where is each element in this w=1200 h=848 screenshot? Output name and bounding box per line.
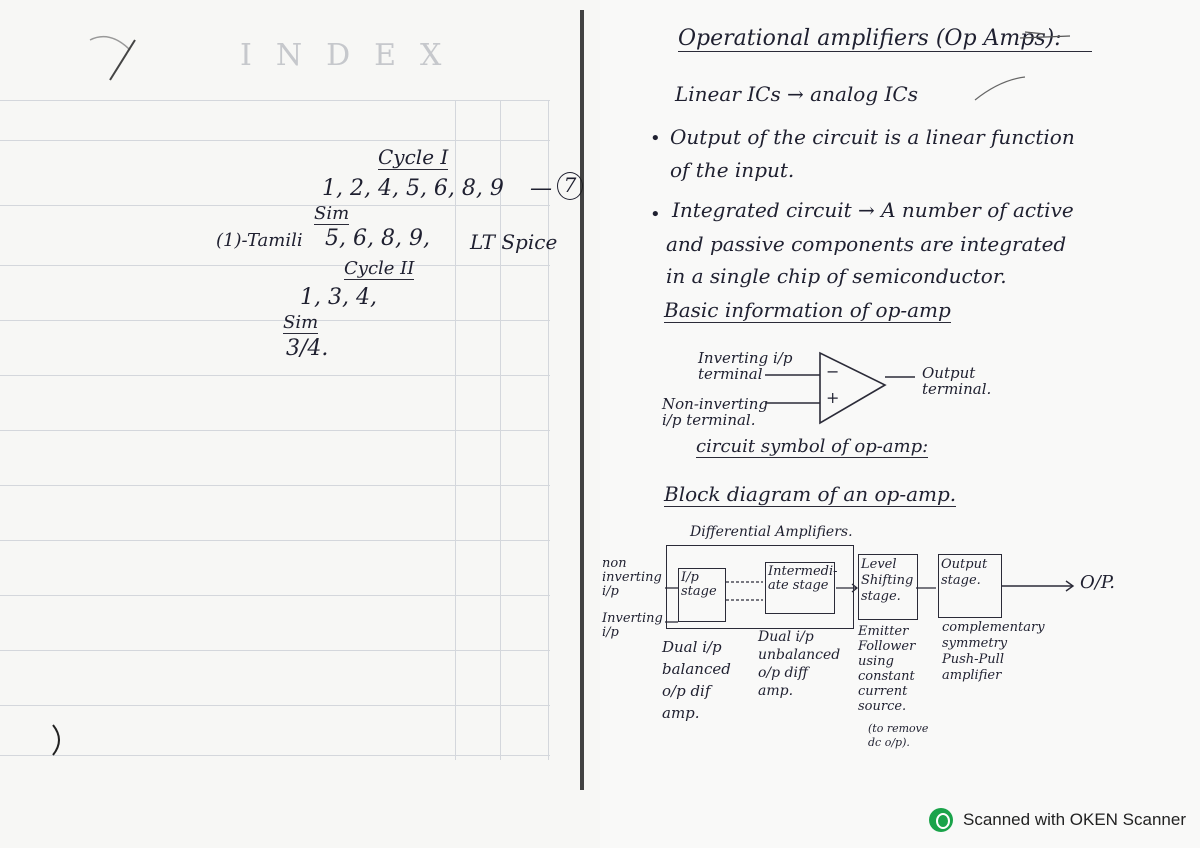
bullet-dot: • [650,204,661,225]
output-arrow-label: O/P. [1080,572,1116,593]
bullet2-line1: Integrated circuit → A number of active [672,198,1074,222]
index-row-line [0,650,550,651]
block-diagram-heading: Block diagram of an op-amp. [664,482,957,506]
bullet-dot: • [650,128,661,149]
inverting-label: Inverting i/p terminal [698,349,793,383]
sim-label-2: Sim [283,312,319,333]
index-row-line [0,140,550,141]
index-row-line [0,755,550,756]
input-stage-block: I/p stage [678,568,726,622]
linear-ics-line: Linear ICs → analog ICs [675,82,918,106]
cycle2-items: 1, 3, 4, [300,285,377,310]
basic-info-heading: Basic information of op-amp [664,298,951,322]
desc-intermediate-stage: Dual i/p unbalanced o/p diff amp. [758,629,841,699]
desc-output-stage: complementary symmetry Push-Pull amplifier [942,620,1045,683]
cycle1-count: 7 [557,172,583,200]
sim-items-1: 5, 6, 8, 9, [325,226,430,251]
tamil-label: (1)-Tamili [216,230,303,251]
index-row-line [0,100,550,101]
bullet1-line2: of the input. [670,158,795,182]
edge-pen-mark [45,720,75,760]
noninverting-input-label: non inverting i/p [602,556,662,599]
bullet1-line1: Output of the circuit is a linear function [670,125,1075,149]
op-amp-symbol [765,345,925,430]
diff-amp-label: Differential Amplifiers. [690,524,853,540]
level-shifting-block: Level Shifting stage. [858,554,918,620]
index-row-line [0,485,550,486]
linear-scribble [970,75,1030,105]
cycle2-title: Cycle II [344,258,415,279]
scanner-logo-icon [929,808,953,832]
sim-items-2: 3/4. [286,336,329,361]
desc-level-shifting: Emitter Follower using constant current source. [858,624,916,714]
intermediate-stage-block: Intermedi-ate stage [765,562,835,614]
index-row-line [0,430,550,431]
index-row-line [0,540,550,541]
bullet2-line2: and passive components are integrated [666,232,1067,256]
right-page [600,0,1200,848]
plus-sign: + [826,388,840,407]
output-stage-block: Output stage. [938,554,1002,618]
ltspice-label: LT Spice [470,230,558,254]
bullet2-line3: in a single chip of semiconductor. [666,264,1007,288]
title-scribble [1015,28,1075,48]
cycle1-count-dash: — [530,176,552,201]
cycle1-title: Cycle I [378,145,449,169]
page-gutter [580,10,584,790]
noninverting-label: Non-inverting i/p terminal. [662,395,768,429]
inverting-input-label: Inverting i/p [602,611,663,640]
sim-label-1: Sim [314,203,350,224]
corner-pen-mark [80,20,150,90]
page-title: Operational amplifiers (Op Amps): [678,26,1092,52]
index-header: INDEX [240,38,466,73]
scanner-watermark [929,808,1186,832]
index-row-line [0,205,550,206]
circuit-symbol-caption: circuit symbol of op-amp: [696,436,929,457]
cycle1-items: 1, 2, 4, 5, 6, 8, 9 [322,176,504,201]
index-row-line [0,705,550,706]
minus-sign: − [826,362,840,381]
desc-level-shifting-note: (to remove dc o/p). [868,722,929,749]
index-row-line [0,375,550,376]
index-row-line [0,265,550,266]
desc-input-stage: Dual i/p balanced o/p dif amp. [662,638,731,722]
output-label: Output terminal. [922,364,992,398]
index-row-line [0,595,550,596]
index-row-line [0,320,550,321]
scanner-text: Scanned with OKEN Scanner [962,810,1186,829]
